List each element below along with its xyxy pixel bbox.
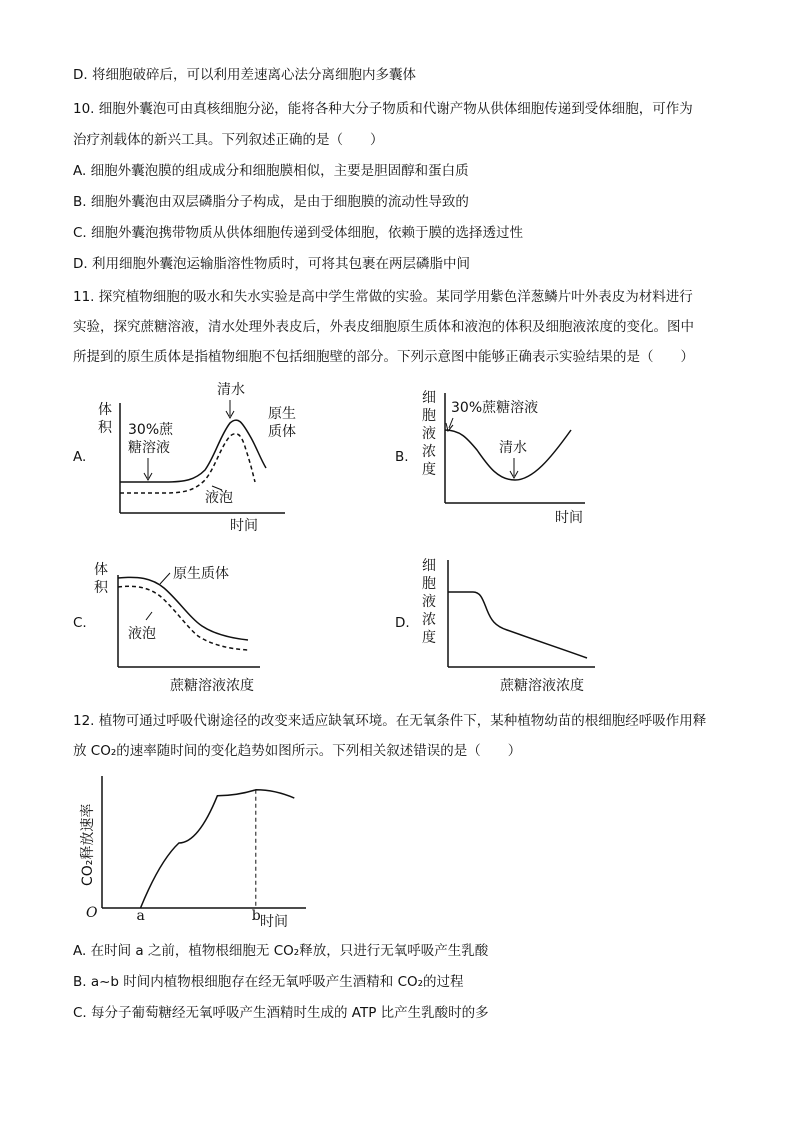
graph-a-ylabel-1: 体 [98,402,112,418]
graph-b-ylabel-3: 液 [422,426,436,442]
graph-c-label: C. [73,615,87,631]
q10-stem-line2: 治疗剂载体的新兴工具。下列叙述正确的是（ ） [73,132,384,148]
q10-option-b: B. 细胞外囊泡由双层磷脂分子构成，是由于细胞膜的流动性导致的 [73,194,469,210]
graph-d-ylabel-1: 细 [422,558,436,574]
graph-b [415,388,610,533]
graph-a-ann-sucrose-1: 30%蔗 [128,422,174,438]
co2-chart-tick-a: a [136,908,145,924]
graph-b-ylabel-1: 细 [422,390,436,406]
graph-b-label: B. [395,449,409,465]
q11-stem-line2: 实验，探究蔗糖溶液，清水处理外表皮后，外表皮细胞原生质体和液泡的体积及细胞液浓度的变化。图中 [73,319,694,335]
graph-d-ylabel-5: 度 [422,630,436,646]
q9-option-d: D. 将细胞破碎后，可以利用差速离心法分离细胞内多囊体 [73,67,416,83]
q10-stem-line1: 10. 细胞外囊泡可由真核细胞分泌，能将各种大分子物质和代谢产物从供体细胞传递到受体细胞，可作为 [73,101,693,117]
graph-d-curve [448,592,587,658]
q10-option-a: A. 细胞外囊泡膜的组成成分和细胞膜相似，主要是胆固醇和蛋白质 [73,163,469,179]
q12-stem-line1: 12. 植物可通过呼吸代谢途径的改变来适应缺氧环境。在无氧条件下，某种植物幼苗的根细胞经呼吸作用释 [73,713,707,729]
q12-option-a: A. 在时间 a 之前，植物根细胞无 CO₂释放，只进行无氧呼吸产生乳酸 [73,943,489,959]
co2-chart-xlabel: 时间 [260,914,288,930]
graph-a [90,378,320,533]
co2-chart [76,768,316,933]
graph-a-ann-sucrose-2: 糖溶液 [128,440,170,456]
graph-b-ylabel-2: 胞 [422,408,436,424]
graph-c-ann-vacuole: 液泡 [128,626,156,642]
co2-chart-tick-b: b [251,908,261,924]
q11-stem-line3: 所提到的原生质体是指植物细胞不包括细胞壁的部分。下列示意图中能够正确表示实验结果的是（ ） [73,349,694,365]
q12-option-c: C. 每分子葡萄糖经无氧呼吸产生酒精时生成的 ATP 比产生乳酸时的多 [73,1005,489,1021]
graph-c [90,560,280,698]
q11-stem-line1: 11. 探究植物细胞的吸水和失水实验是高中学生常做的实验。某同学用紫色洋葱鳞片叶外表皮为材料进行 [73,289,693,305]
co2-chart-origin: O [86,905,98,921]
graph-c-ylabel-2: 积 [94,580,108,596]
graph-d-xlabel: 蔗糖溶液浓度 [500,678,584,694]
graph-a-ann-protoplast-2: 质体 [268,424,296,440]
graph-b-ann-water: 清水 [499,440,527,456]
graph-b-ylabel-5: 度 [422,462,436,478]
graph-c-ann-protoplast: 原生质体 [173,566,229,582]
graph-d [415,550,615,698]
graph-b-xlabel: 时间 [555,510,583,526]
graph-d-ylabel-4: 浓 [422,612,436,628]
graph-c-xlabel: 蔗糖溶液浓度 [170,678,254,694]
graph-a-ylabel-2: 积 [98,420,112,436]
graph-d-label: D. [395,615,410,631]
co2-chart-curve [141,790,295,908]
graph-a-ann-water: 清水 [217,382,245,398]
graph-c-ylabel-1: 体 [94,562,108,578]
graph-a-ann-protoplast-1: 原生 [268,406,296,422]
co2-chart-ylabel: CO₂释放速率 [80,803,96,886]
q12-option-b: B. a~b 时间内植物根细胞存在经无氧呼吸产生酒精和 CO₂的过程 [73,974,464,990]
graph-a-label: A. [73,449,87,465]
q12-stem-line2: 放 CO₂的速率随时间的变化趋势如图所示。下列相关叙述错误的是（ ） [73,743,522,759]
graph-a-ann-vacuole: 液泡 [205,490,233,506]
graph-d-ylabel-2: 胞 [422,576,436,592]
q10-option-c: C. 细胞外囊泡携带物质从供体细胞传递到受体细胞，依赖于膜的选择透过性 [73,225,524,241]
graph-b-ann-sucrose: 30%蔗糖溶液 [451,400,539,416]
graph-a-xlabel: 时间 [230,518,258,534]
graph-b-ylabel-4: 浓 [422,444,436,460]
q10-option-d: D. 利用细胞外囊泡运输脂溶性物质时，可将其包裹在两层磷脂中间 [73,256,470,272]
graph-d-ylabel-3: 液 [422,594,436,610]
